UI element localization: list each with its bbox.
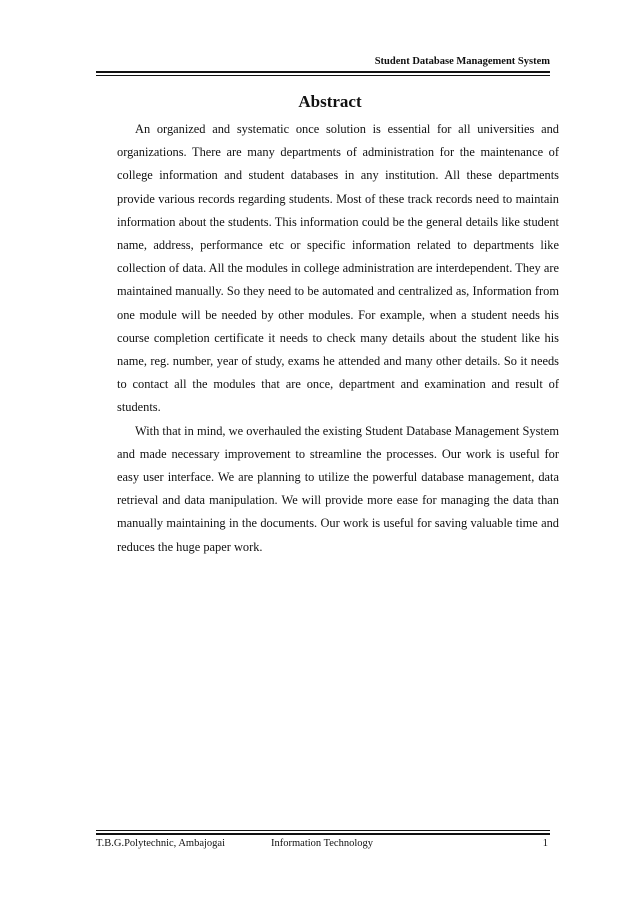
abstract-body (117, 118, 559, 559)
footer-institution: T.B.G.Polytechnic, Ambajogai (96, 838, 225, 849)
footer-rule-thick (96, 833, 550, 835)
footer-rule-thin (96, 830, 550, 831)
header-rule-thick (96, 71, 550, 73)
page-footer (96, 838, 550, 854)
page-number: 1 (542, 838, 548, 849)
abstract-heading: Abstract (298, 92, 362, 111)
footer-department: Information Technology (271, 838, 374, 849)
header-rule-thin (96, 75, 550, 76)
running-header-title: Student Database Management System (374, 56, 550, 67)
abstract-paragraph-2: With that in mind, we overhauled the existing Student Database Management System and made necessary improvement to streamline the processes. Our work is useful for easy user interface. We are planning to utilize the powerful database management, data retrieval and data manipulation. We will provide more ease for managing the data than manually maintaining in the documents. Our work is useful for saving valuable time and reduces the huge paper work. (117, 423, 559, 554)
abstract-paragraph-1: An organized and systematic once solution is essential for all universities and organizations. There are many departments of administration for the maintenance of college information and student databases in any institution. All these departments provide various records regarding students. Most of these track records need to maintain information about the students. This information could be the general details like student name, address, performance etc or specific information related to departments like collection of data. All the modules in college administration are interdependent. They are maintained manually. So they need to be automated and centralized as, Information from one module will be needed by other modules. For example, when a student needs his course completion certificate it needs to check many details about the student like his name, reg. number, year of study, exams he attended and many other details. So it needs to contact all the modules that are once, department and examination and result of students. (117, 122, 559, 415)
